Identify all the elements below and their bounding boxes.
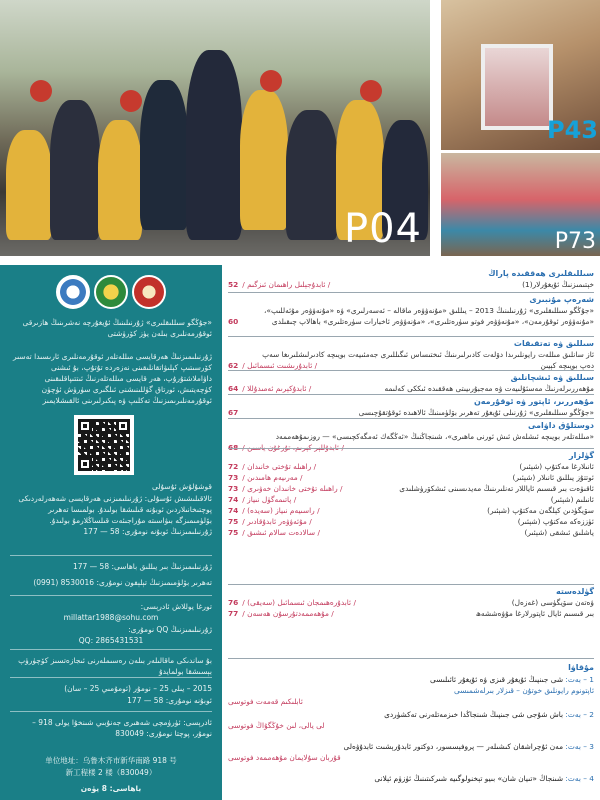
- toc-section-title: سىللىق ۋە ئىشچانلىق: [510, 373, 594, 382]
- toc-entry[interactable]: [228, 483, 594, 494]
- toc-section: [228, 268, 594, 290]
- photo-women-group: [441, 153, 600, 256]
- qq-label: ژۇرنىلىمىزنىڭ QQ نومۇرى:: [128, 625, 212, 634]
- toc-entry[interactable]: [228, 494, 594, 505]
- cover-credit-line: [228, 674, 594, 707]
- cover-credit-org: ئاپتونوم رايونلىق خوتۇن – قىزلار بىرلەشمىسى: [453, 686, 594, 695]
- cover-photographer: لى يالى، لىن خۇڭگۇاڭ فوتوسى: [228, 721, 325, 730]
- cover-description: باش شۇجى شى جىنپىڭ شىنجاڭدا خىزمەتلەرنى تەكشۈردى: [384, 710, 564, 719]
- sidebar-intro: «جۇڭگو سىللىقلىرى» ژۇرنىلىنىڭ ئۇيغۇرچە نەشرىنىڭ ھازىرقى: [22, 318, 212, 327]
- toc-section: [228, 450, 594, 538]
- toc-entry-title: «مۇنەۋۋەر ئوقۇرمەن»، «مۇنەۋۋەر فوتو سۈرەتلىرى»، «مۇنەۋۋەر ئاخبارات سۈرەتلىرى» باھالاپ چىقىلدى: [271, 317, 594, 326]
- sidebar-intro-2: ئوقۇرمەنلىرى بىلەن يۈز كۆرۈشتى: [107, 329, 212, 338]
- toc-section-title: سىللىقلىرى ھەققىدە پاراڭ: [488, 269, 594, 278]
- copyright-note: بۇ ساندىكى ماقالىلەر بىلەن رەسىملەرنى ئىجازەتسىز كۆچۈرۈپ بېسىشقا بولمايدۇ: [18, 656, 212, 676]
- phone-line: تەھرىر بۆلۈمىمىزنىڭ تېلېفون نومۇرى: 8530016 (0991): [33, 578, 212, 587]
- toc-entry-author: / راسىيەم نىياز (سەيدە) /: [242, 506, 320, 515]
- emblem-icon-1: [56, 275, 90, 309]
- toc-entry-title: ئۈززەكە مەكتۇپ (شېئىر): [517, 517, 594, 526]
- toc-entry-page: 75: [228, 517, 239, 526]
- toc-entry[interactable]: [228, 305, 594, 316]
- toc-entry-title: ۋەتەن سۆيگۈسى (غەزەل): [511, 598, 594, 607]
- emblem-icon-2: [94, 275, 128, 309]
- portrait-frame: [481, 44, 553, 130]
- toc-entry-author: / ئابدۇجېلىل راھىمان ئىزگىم /: [242, 280, 331, 289]
- main-photo-group-children: [0, 0, 430, 256]
- page-label-bottom-right: P73: [554, 229, 596, 254]
- page-label-top-right: P43: [547, 116, 598, 144]
- toc-entry-title: خېتىمىزنىڭ ئۇيغۇرلار(1): [522, 280, 594, 289]
- toc-section: [228, 586, 594, 619]
- toc-section: [228, 294, 594, 327]
- toc-entry[interactable]: [228, 407, 594, 418]
- toc-divider: [228, 658, 594, 659]
- toc-divider: [228, 418, 594, 419]
- toc-divider: [228, 394, 594, 395]
- toc-entry-title: «جۇڭگو سىللىقلىرى» ژۇرنىلىنىڭ 2013 – يىللىق «مۇنەۋۋەر ماقالە – ئەسەرلىرى» ۋە «مۇنەۋۋەر مۇئەللىپ»،: [264, 306, 594, 315]
- toc-section-title: سىللىق ۋە تەتقىقات: [513, 339, 594, 348]
- toc-entry-author: / راھىلە تۇختى خانىدان /: [242, 462, 317, 471]
- page-label-main: P04: [343, 206, 422, 252]
- toc-section-title: شەرەپ مۇنبىرى: [529, 295, 594, 304]
- emblem-icon-3: [132, 275, 166, 309]
- cover-description: شىنجاڭ «تىيان شان» بىيو تېخنولوگىيە شىركىتىنىڭ ئۈزۈم ئېلانى: [374, 774, 564, 783]
- cover-credits: [228, 663, 594, 784]
- cover-credit-line: [228, 773, 594, 784]
- toc-entry-page: 74: [228, 506, 239, 515]
- toc-entry[interactable]: [228, 279, 594, 290]
- cover-credit-line: [228, 741, 594, 763]
- toc-entry-page: 64: [228, 384, 239, 393]
- cover-description: شى جىنپىڭ ئۇيغۇر قىزى ۋە ئۇيغۇر ئائىلىسى: [430, 675, 564, 684]
- toc-entry-author: / سالادەت سالام ئىشىق /: [242, 528, 320, 537]
- toc-entry-title: «مىللەتلەر بويىچە ئىشلەش ئىش ئورنى ماھىرى»، شىنجاڭنىڭ «ئەڭگەك ئەمگەكچىسى» — روزىمۇھەممەد: [275, 432, 594, 441]
- cover-photographer: قۇربان سۇلايمان مۇھەممەد فوتوسى: [228, 753, 341, 762]
- toc-divider: [228, 336, 594, 337]
- toc-entry[interactable]: [228, 431, 594, 442]
- qr-code[interactable]: [74, 415, 134, 475]
- cover-page-number: 4 – بەت:: [563, 774, 594, 783]
- cover-credits-title: مۇقاۋا: [568, 663, 594, 672]
- toc-entry-page: 75: [228, 528, 239, 537]
- toc-entry-page: 67: [228, 408, 239, 417]
- toc-entry[interactable]: [228, 349, 594, 360]
- subscribe-info: ئالاقىلىشىش ئۇسۇلى: ژۇرنىلىمىزنى ھەرقايسى شەھەرلەردىكى پوچتىخانىلاردىن ئوبۇنە قىلىشقا بولىدۇ. بولمىسا تەھرىر بۆلۈمىمىزگە بىۋاسىتە مۇراجىئەت قىلساڭلارمۇ بولىدۇ. ژۇرنىلىمىزنىڭ ئوبۇنە نومۇرى: 58 — 177: [18, 494, 212, 536]
- address-chinese: 单位地址：乌鲁木齐市新华南路 918 号: [45, 756, 177, 765]
- email-label: تورغا يوللاش ئادرېسى:: [140, 602, 212, 611]
- toc-entry-title: ئانىلارغا مەكتۇپ (شېئىر): [519, 462, 594, 471]
- toc-entry-page: 62: [228, 361, 239, 370]
- toc-divider: [228, 370, 594, 371]
- toc-entry-page: 60: [228, 317, 239, 326]
- toc-entry-title: بىر قىسىم ئايال ئاپتورلارغا مۇۋەششەھ: [475, 609, 594, 618]
- cover-description: مەن ئۇچراشقان كىشىلەر — پروفېسسور، دوكتور ئابدۇرېشىت ئابدۇۋەلى: [343, 742, 564, 751]
- toc-entry-page: 77: [228, 609, 239, 618]
- issn-line: ژۇرنىلىمىزنىڭ بىر يىللىق باھاسى: 58 — 177: [72, 562, 212, 571]
- toc-section-title: دوستلۇق داۋامى: [527, 421, 594, 430]
- issue-line-2: ئوبۇنە نومۇرى: 58 — 177: [127, 696, 212, 705]
- toc-entry-title: ئانىلىم (شېئىر): [550, 495, 594, 504]
- toc-divider: [228, 584, 594, 585]
- toc-entry-page: 74: [228, 495, 239, 504]
- toc-entry[interactable]: [228, 461, 594, 472]
- toc-entry[interactable]: [228, 597, 594, 608]
- toc-entry[interactable]: [228, 608, 594, 619]
- issue-line: 2015 – يىلى 25 – نومۇر (ئومۇمىي 25 – سان): [64, 684, 212, 693]
- qr-caption: قوشۇلۇش ئۇسۇلى: [152, 482, 212, 491]
- toc-entry-title: دەپ بويىچە كېيىن: [540, 361, 594, 370]
- toc-entry[interactable]: [228, 472, 594, 483]
- toc-entry[interactable]: [228, 505, 594, 516]
- toc-entry-page: 73: [228, 473, 239, 482]
- toc-entry-page: 52: [228, 280, 239, 289]
- info-sidebar: [0, 265, 222, 800]
- toc-entry-author: / مەرىيەم ھامىدىن /: [242, 473, 303, 482]
- toc-entry-author: / ئابدۇرىشىت ئىسمائىل /: [242, 361, 318, 370]
- toc-section-title: مۇھەررىر، ئاپتور ۋە ئوقۇرمەن: [473, 397, 594, 406]
- cover-photographer: ئابلىكىم قەمەت فوتوسى: [228, 697, 303, 706]
- toc-entry[interactable]: [228, 316, 594, 327]
- toc-section-title: گۈلدەستە: [556, 587, 594, 596]
- toc-divider: [228, 292, 594, 293]
- toc-entry-title: ئوتتۇز يىللىق ئانىلار (شېئىر): [512, 473, 594, 482]
- toc-divider: [228, 448, 594, 449]
- photo-couple-portrait: [441, 0, 600, 150]
- divider: [10, 649, 212, 650]
- toc-entry-page: 76: [228, 598, 239, 607]
- toc-entry-title: ئاقىۋەت بىر قىسىم ئاياللار تەنلىرىنىڭ مەيدىسىنى ئىشكۆرۈشلىدى: [399, 484, 594, 493]
- toc-entry-author: / ئابدۇرەھىمجان ئىسمائىل (سەيقى) /: [242, 598, 356, 607]
- price: باھاسى: 8 يۈەن: [80, 784, 142, 793]
- toc-entry-title: «جۇڭگو سىللىقلىرى» ژۇرنىلى ئۇيغۇر تەھرىر بۆلۈمىنىڭ ئالاھىدە ئوقۇتقۇچىسى: [358, 408, 594, 417]
- toc-entry-author: / ئابدۇكېرىم ئەمىدۇللا /: [242, 384, 312, 393]
- table-of-contents: [228, 268, 594, 800]
- toc-entry-title: مۇھەررىرلەرنىڭ مەسئۇلىيەت ۋە مەجبۇرىيىتى ھەققىدە ئىككى كەلىمە: [384, 384, 594, 393]
- divider: [10, 677, 212, 678]
- toc-entry-title: ياشلىق ئىشقى (شېئىر): [524, 528, 594, 537]
- toc-entry-author: / راھىلە تۇختى خانىدان خەۋىرى /: [242, 484, 343, 493]
- cover-page-number: 2 – بەت:: [563, 710, 594, 719]
- toc-entry[interactable]: [228, 516, 594, 527]
- logo-row: [56, 275, 166, 315]
- toc-section: [228, 338, 594, 371]
- divider: [10, 711, 212, 712]
- toc-entry-title: سۆيگۈدىن كېلگەن مەكتۇپ (شېئىر): [487, 506, 594, 515]
- address-chinese-2: 新工程楼 2 楼（830049）: [65, 768, 157, 777]
- divider: [10, 595, 212, 596]
- toc-section-title: گۈلزار: [569, 451, 594, 460]
- divider: [10, 555, 212, 556]
- address-uyghur: ئادرېسى: ئۈرۈمچى شەھىرى جەنۇبىي شىنخۇا يولى 918 – نومۇر، پوچتا نومۇرى: 830049: [32, 718, 212, 738]
- cover-page-number: 1 – بەت:: [563, 675, 594, 684]
- qq-value: QQ: 2865431531: [78, 636, 144, 645]
- cover-photos: [0, 0, 600, 256]
- toc-entry[interactable]: [228, 383, 594, 394]
- toc-entry-page: 72: [228, 462, 239, 471]
- toc-section: [228, 396, 594, 418]
- toc-entry-author: / پاتىمەگۈل نىياز /: [242, 495, 297, 504]
- toc-entry-title: ئاز سانلىق مىللەت رايونلىرىدا دۆلەت كادىرلىرىنىڭ ئىختىساس ئىگىللىرى جەمئىيەت بويىچە كادىرلىشلىرىغا سەپ: [262, 350, 594, 359]
- toc-entry-author: / مۇھەممەدتۇرسۇن ھەسەن /: [242, 609, 334, 618]
- email-value[interactable]: millattar1988@sohu.com: [63, 613, 159, 622]
- toc-section: [228, 372, 594, 394]
- sidebar-description: ژۇرنىلىمىزنىڭ ھەرقايسى مىللەتلەر ئوقۇرمەنلىرى ئارىسىدا تەسىر كۆرسىتىپ كېلىۋاتقانلىقىنى نەزەردە تۇتۇپ، بۇ ئىشنى داۋاملاشتۇرۇپ، ھەر قايسى مىللەتلەرنىڭ ئىتتىپاقلىقىنى كۈچەيتىش، ئورتاق گۈللىنىشنى ئىلگىرى سۈرۈش ئۈچۈن ئوقۇرمەنلىرىمىزنىڭ تەكلىپ ۋە پىكىرلىرىنى ئالقىشلايمىز: [12, 352, 212, 405]
- cover-page-number: 3 – بەت:: [563, 742, 594, 751]
- toc-entry[interactable]: [228, 527, 594, 538]
- toc-entry-page: 73: [228, 484, 239, 493]
- cover-credit-line: [228, 709, 594, 731]
- toc-entry-author: / مۇئەۋۋەر ئابدۇقادىر /: [242, 517, 312, 526]
